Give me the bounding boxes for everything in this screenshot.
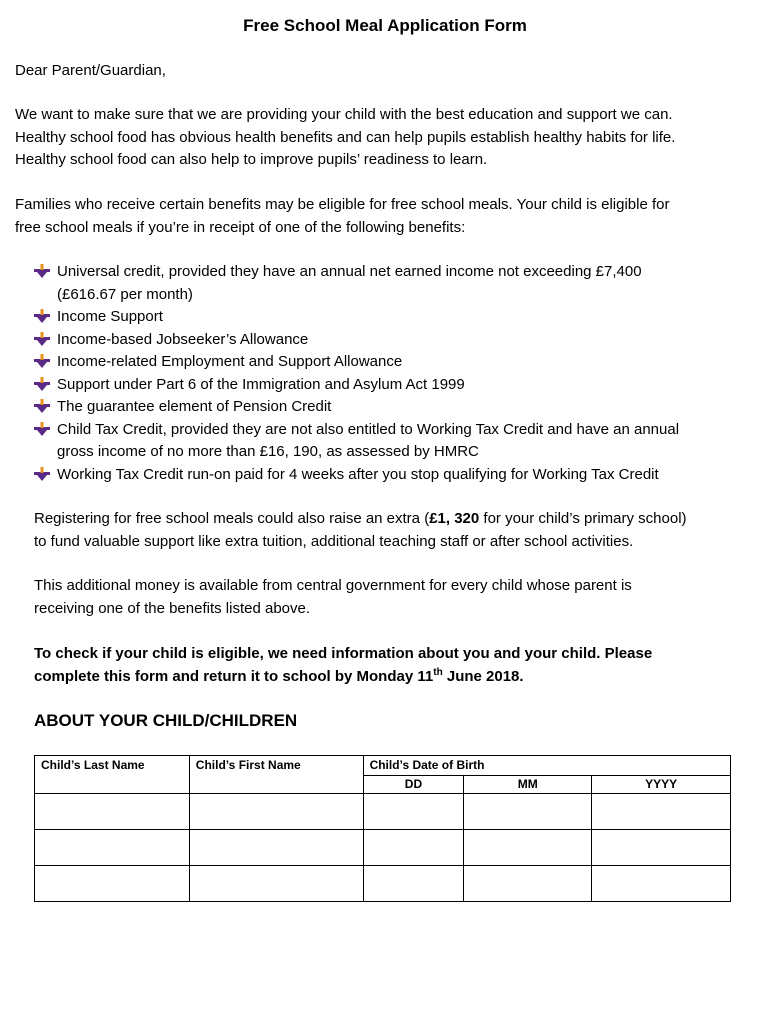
arrow-down-bullet-icon <box>33 467 51 481</box>
greeting: Dear Parent/Guardian, <box>15 62 166 79</box>
last-name-cell[interactable] <box>35 830 190 866</box>
benefit-text: Universal credit, provided they have an annual net earned income not exceeding £7,400 <box>57 263 642 280</box>
benefit-text-continued: gross income of no more than £16, 190, as assessed by HMRC <box>57 443 479 460</box>
column-header-yyyy: YYYY <box>592 776 731 794</box>
benefit-text: Child Tax Credit, provided they are not also entitled to Working Tax Credit and have an annual <box>57 420 680 438</box>
instructions-line <box>34 666 764 689</box>
dob-month-cell[interactable] <box>464 866 592 902</box>
table-row <box>35 866 731 902</box>
column-header-last-name: Child’s Last Name <box>35 756 190 794</box>
arrow-down-bullet-icon <box>33 309 51 323</box>
benefit-text: Income Support <box>57 308 163 325</box>
list-item <box>33 261 763 306</box>
first-name-cell[interactable] <box>189 794 363 830</box>
list-item <box>33 396 763 419</box>
instructions-line: To check if your child is eligible, we need information about you and your child. Please <box>34 645 653 662</box>
list-item <box>33 374 763 397</box>
registering-line: to fund valuable support like extra tuition, additional teaching staff or after school activities. <box>34 532 634 550</box>
registering-line <box>34 508 764 531</box>
list-item <box>33 306 763 329</box>
children-table <box>34 755 731 902</box>
arrow-down-bullet-icon <box>33 332 51 346</box>
first-name-cell[interactable] <box>189 830 363 866</box>
additional-money-paragraph <box>34 575 764 620</box>
intro-line: Healthy school food can also help to improve pupils’ readiness to learn. <box>15 151 488 168</box>
dob-month-cell[interactable] <box>464 794 592 830</box>
arrow-down-bullet-icon <box>33 377 51 391</box>
dob-month-cell[interactable] <box>464 830 592 866</box>
intro-line: We want to make sure that we are providing your child with the best education and support we can. <box>15 106 673 123</box>
arrow-down-bullet-icon <box>33 264 51 278</box>
eligibility-line: free school meals if you’re in receipt of one of the following benefits: <box>15 218 466 236</box>
column-header-mm: MM <box>464 776 592 794</box>
column-header-first-name: Child’s First Name <box>189 756 363 794</box>
additional-line: This additional money is available from central government for every child whose parent is <box>34 577 632 594</box>
eligibility-line: Families who receive certain benefits may be eligible for free school meals. Your child is eligible for <box>15 196 670 213</box>
section-heading: ABOUT YOUR CHILD/CHILDREN <box>34 711 298 730</box>
dob-year-cell[interactable] <box>592 830 731 866</box>
intro-paragraph <box>15 104 765 172</box>
dob-day-cell[interactable] <box>363 866 464 902</box>
extra-funding-amount: £1, 320 <box>429 510 480 527</box>
first-name-cell[interactable] <box>189 866 363 902</box>
list-item <box>33 464 763 487</box>
benefit-text: The guarantee element of Pension Credit <box>57 398 332 415</box>
eligibility-paragraph <box>15 194 760 239</box>
last-name-cell[interactable] <box>35 794 190 830</box>
dob-year-cell[interactable] <box>592 866 731 902</box>
return-instructions <box>34 643 764 688</box>
ordinal-suffix: th <box>433 666 443 678</box>
last-name-cell[interactable] <box>35 866 190 902</box>
list-item <box>33 351 763 374</box>
table-row <box>35 830 731 866</box>
list-item <box>33 419 763 464</box>
additional-line: receiving one of the benefits listed above. <box>34 599 311 617</box>
benefit-text: Income-related Employment and Support Allowance <box>57 353 403 370</box>
list-item <box>33 329 763 352</box>
instructions-text: June 2018. <box>442 667 524 685</box>
benefit-text-continued: (£616.67 per month) <box>57 285 193 303</box>
benefit-text: Support under Part 6 of the Immigration and Asylum Act 1999 <box>57 375 465 393</box>
dob-day-cell[interactable] <box>363 830 464 866</box>
dob-day-cell[interactable] <box>363 794 464 830</box>
registering-text: for your child’s primary school) <box>479 510 687 527</box>
benefit-text: Income-based Jobseeker’s Allowance <box>57 330 309 348</box>
arrow-down-bullet-icon <box>33 354 51 368</box>
benefits-list <box>33 261 763 486</box>
intro-line: Healthy school food has obvious health benefits and can help pupils establish healthy habits for life. <box>15 128 676 146</box>
registering-text: Registering for free school meals could also raise an extra ( <box>34 510 430 527</box>
column-header-date-of-birth: Child’s Date of Birth <box>363 756 730 776</box>
column-header-dd: DD <box>363 776 464 794</box>
dob-year-cell[interactable] <box>592 794 731 830</box>
arrow-down-bullet-icon <box>33 422 51 436</box>
registering-paragraph <box>34 508 764 553</box>
table-row <box>35 794 731 830</box>
form-title: Free School Meal Application Form <box>243 16 527 35</box>
benefit-text: Working Tax Credit run-on paid for 4 weeks after you stop qualifying for Working Tax Credit <box>57 465 659 483</box>
arrow-down-bullet-icon <box>33 399 51 413</box>
instructions-text: complete this form and return it to school by Monday 11 <box>34 667 434 685</box>
